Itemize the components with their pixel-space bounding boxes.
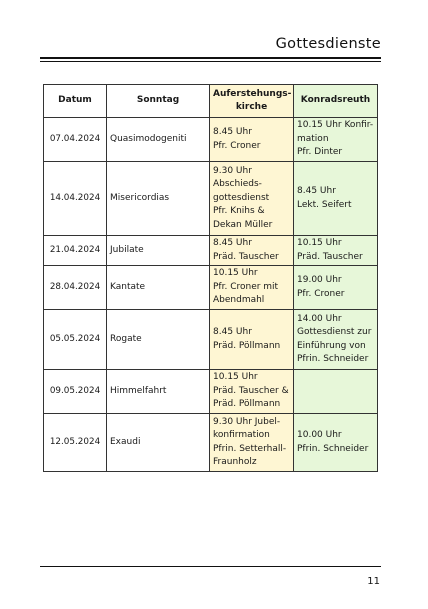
- header-rule-thin: [40, 61, 381, 62]
- cell-auferstehungskirche-line: Pfr. Croner mit: [213, 281, 279, 292]
- header-rule-thick: [40, 57, 381, 59]
- cell-auferstehungskirche: [210, 370, 294, 414]
- cell-sunday: Rogate: [107, 310, 210, 370]
- cell-konradsreuth-line: 14.00 Uhr: [297, 313, 342, 324]
- cell-auferstehungskirche-line: 8.45 Uhr: [213, 327, 252, 337]
- cell-konradsreuth-line: 8.45 Uhr: [297, 186, 336, 196]
- cell-auferstehungskirche: [210, 236, 294, 266]
- cell-auferstehungskirche-line: konfirmation: [213, 430, 270, 440]
- cell-auferstehungskirche: [210, 118, 294, 162]
- cell-date: 28.04.2024: [44, 266, 107, 310]
- cell-konradsreuth-line: Präd. Tauscher: [297, 251, 363, 262]
- cell-auferstehungskirche-line: Pfrin. Setterhall-: [213, 443, 287, 454]
- cell-auferstehungskirche: [210, 310, 294, 370]
- cell-sunday: Jubilate: [107, 236, 210, 266]
- cell-date: 14.04.2024: [44, 162, 107, 236]
- cell-auferstehungskirche-line: gottesdienst: [213, 192, 270, 203]
- table-row: [44, 310, 378, 370]
- cell-date: 05.05.2024: [44, 310, 107, 370]
- cell-auferstehungskirche-line: Pfr. Croner: [213, 140, 261, 151]
- table-row: [44, 414, 378, 472]
- table-row: [44, 162, 378, 236]
- cell-date: 21.04.2024: [44, 236, 107, 266]
- cell-sunday: Kantate: [107, 266, 210, 310]
- cell-sunday: Quasimodogeniti: [107, 118, 210, 162]
- cell-auferstehungskirche-line: Pfr. Knihs &: [213, 206, 265, 217]
- cell-auferstehungskirche-line: 9.30 Uhr: [213, 165, 252, 176]
- table-row: [44, 236, 378, 266]
- cell-auferstehungskirche-line: 10.15 Uhr: [213, 268, 258, 279]
- cell-auferstehungskirche-line: 9.30 Uhr Jubel-: [213, 416, 281, 427]
- cell-auferstehungskirche-line: Dekan Müller: [213, 219, 273, 230]
- cell-auferstehungskirche-line: Fraunholz: [213, 457, 257, 467]
- cell-konradsreuth-line: 10.00 Uhr: [297, 430, 342, 440]
- cell-date: 12.05.2024: [44, 414, 107, 472]
- cell-konradsreuth-line: 10.15 Uhr: [297, 238, 342, 248]
- table-row: [44, 266, 378, 310]
- cell-konradsreuth: [294, 162, 378, 236]
- cell-konradsreuth: [294, 370, 378, 414]
- cell-konradsreuth-line: Einführung von: [297, 340, 366, 351]
- cell-konradsreuth: [294, 236, 378, 266]
- page-number: 11: [367, 576, 380, 587]
- cell-sunday: Misericordias: [107, 162, 210, 236]
- cell-auferstehungskirche-line: 8.45 Uhr: [213, 127, 252, 137]
- cell-auferstehungskirche-line: Präd. Tauscher &: [213, 385, 289, 396]
- cell-konradsreuth: [294, 414, 378, 472]
- cell-date: 09.05.2024: [44, 370, 107, 414]
- cell-konradsreuth-line: Pfrin. Schneider: [297, 443, 369, 454]
- cell-konradsreuth-line: 10.15 Uhr Konfir-: [297, 120, 374, 131]
- cell-sunday: Exaudi: [107, 414, 210, 472]
- cell-konradsreuth-line: mation: [297, 133, 329, 144]
- column-header-auferstehungskirche: Auferstehungs- kirche: [210, 85, 294, 118]
- cell-sunday: Himmelfahrt: [107, 370, 210, 414]
- cell-konradsreuth-line: Lekt. Seifert: [297, 199, 352, 210]
- column-header-date: Datum: [44, 85, 107, 118]
- cell-konradsreuth-line: Pfrin. Schneider: [297, 354, 369, 364]
- cell-auferstehungskirche-line: 10.15 Uhr: [213, 372, 258, 383]
- column-header-konradsreuth: Konradsreuth: [294, 85, 378, 118]
- page-heading: Gottesdienste: [275, 36, 381, 52]
- table-row: [44, 370, 378, 414]
- cell-auferstehungskirche: [210, 162, 294, 236]
- cell-date: 07.04.2024: [44, 118, 107, 162]
- cell-konradsreuth-line: 19.00 Uhr: [297, 275, 342, 285]
- cell-konradsreuth: [294, 310, 378, 370]
- cell-auferstehungskirche: [210, 266, 294, 310]
- cell-konradsreuth-line: Gottesdienst zur: [297, 327, 372, 337]
- cell-auferstehungskirche-line: Präd. Pöllmann: [213, 399, 281, 410]
- cell-konradsreuth-line: Pfr. Croner: [297, 288, 345, 299]
- cell-konradsreuth-line: Pfr. Dinter: [297, 147, 343, 158]
- cell-konradsreuth: [294, 266, 378, 310]
- cell-auferstehungskirche-line: Präd. Tauscher: [213, 251, 279, 262]
- table-row: [44, 118, 378, 162]
- cell-auferstehungskirche-line: Präd. Pöllmann: [213, 340, 281, 351]
- cell-konradsreuth: [294, 118, 378, 162]
- cell-auferstehungskirche-line: Abendmahl: [213, 295, 265, 306]
- column-header-sunday: Sonntag: [107, 85, 210, 118]
- cell-auferstehungskirche: [210, 414, 294, 472]
- table-header-row: [44, 85, 378, 118]
- footer-rule: [40, 566, 381, 567]
- cell-auferstehungskirche-line: Abschieds-: [213, 179, 262, 190]
- service-schedule-table: [43, 84, 378, 472]
- cell-auferstehungskirche-line: 8.45 Uhr: [213, 238, 252, 248]
